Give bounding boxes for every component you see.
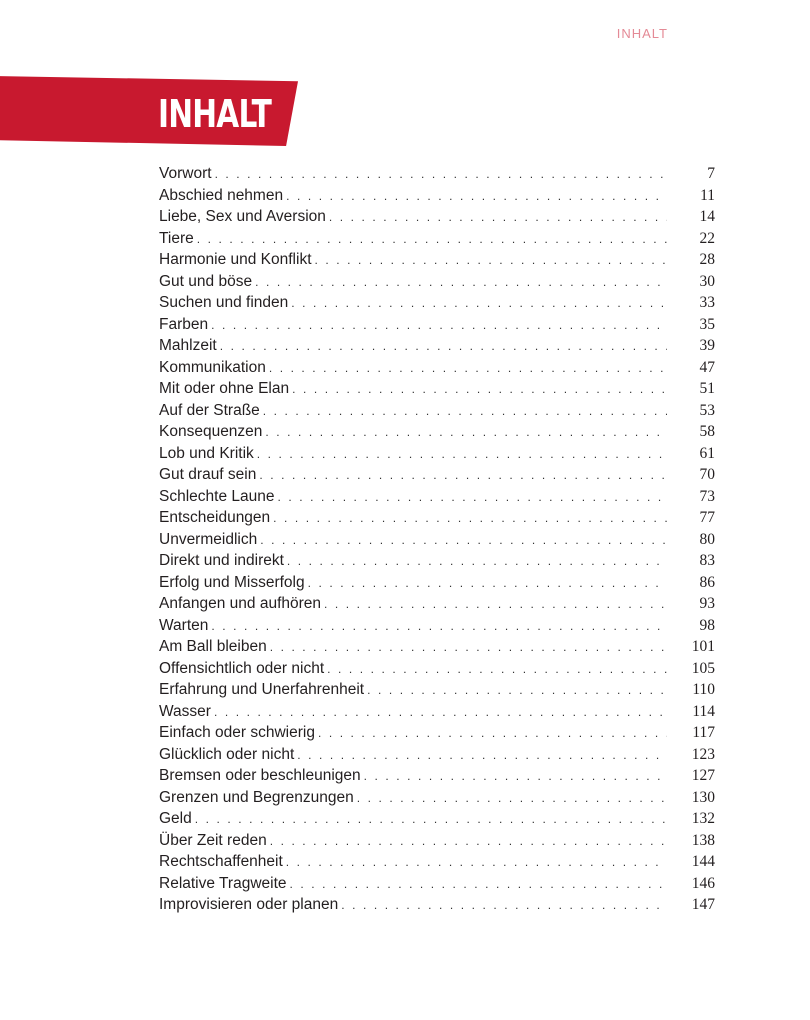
toc-entry-label: Einfach oder schwierig	[159, 724, 315, 741]
toc-entry-page: 110	[692, 681, 715, 698]
toc-entry-label: Wasser	[159, 702, 211, 720]
toc-entry	[159, 894, 715, 916]
toc-entry	[159, 679, 715, 701]
toc-entry-page: 14	[699, 208, 715, 225]
toc-entry-page: 86	[699, 573, 715, 591]
toc-entry	[159, 507, 715, 529]
toc-entry-label: Bremsen oder beschleunigen	[159, 767, 361, 784]
toc-entry	[159, 701, 715, 723]
toc-entry-label: Auf der Straße	[159, 401, 260, 419]
toc-dot-leader	[273, 508, 667, 530]
toc-entry-page: 58	[699, 423, 715, 440]
running-head: INHALT	[616, 26, 668, 41]
toc-entry-label: Farben	[159, 315, 209, 333]
toc-entry-page: 144	[691, 853, 715, 870]
toc-entry	[159, 572, 715, 594]
toc-entry-page: 11	[700, 186, 715, 204]
toc-entry	[159, 765, 715, 787]
toc-entry-label: Am Ball bleiben	[159, 638, 267, 655]
toc-dot-leader	[329, 207, 667, 229]
toc-entry-page: 80	[699, 530, 715, 548]
toc-entry-label: Entscheidungen	[159, 509, 271, 526]
table-of-contents	[159, 163, 715, 916]
toc-dot-leader	[270, 831, 667, 853]
toc-dot-leader	[357, 788, 667, 810]
toc-entry-label: Improvisieren oder planen	[159, 896, 339, 913]
toc-entry	[159, 593, 715, 615]
toc-entry-label: Offensichtlich oder nicht	[159, 659, 325, 677]
toc-entry-page: 7	[707, 165, 715, 182]
toc-dot-leader	[257, 444, 667, 466]
toc-dot-leader	[291, 293, 667, 315]
toc-entry-page: 132	[691, 810, 715, 827]
toc-entry-label: Geld	[159, 810, 192, 827]
toc-entry-label: Konsequenzen	[159, 423, 263, 440]
toc-dot-leader	[308, 573, 667, 595]
toc-entry-page: 98	[699, 616, 715, 634]
toc-entry-label: Rechtschaffenheit	[159, 853, 283, 870]
toc-entry-label: Grenzen und Begrenzungen	[159, 788, 354, 806]
toc-dot-leader	[364, 766, 667, 788]
toc-entry-page: 73	[699, 487, 715, 505]
toc-entry	[159, 185, 715, 207]
toc-entry-page: 117	[692, 724, 715, 741]
toc-dot-leader	[255, 272, 667, 294]
toc-entry-page: 53	[699, 401, 715, 419]
toc-entry	[159, 400, 715, 422]
toc-entry-page: 127	[691, 767, 715, 784]
toc-entry-page: 83	[699, 552, 715, 569]
toc-entry-page: 22	[699, 229, 715, 247]
toc-entry-label: Relative Tragweite	[159, 874, 287, 892]
toc-entry-label: Suchen und finden	[159, 294, 289, 311]
toc-dot-leader	[259, 465, 667, 487]
toc-entry	[159, 636, 715, 658]
toc-dot-leader	[260, 530, 667, 552]
toc-entry-page: 138	[691, 831, 715, 849]
toc-entry-label: Über Zeit reden	[159, 831, 267, 849]
toc-entry-label: Kommunikation	[159, 358, 266, 376]
toc-entry-page: 70	[699, 466, 715, 483]
toc-dot-leader	[220, 336, 667, 358]
toc-dot-leader	[315, 250, 668, 272]
toc-dot-leader	[324, 594, 667, 616]
toc-dot-leader	[270, 637, 667, 659]
toc-entry	[159, 658, 715, 680]
toc-entry	[159, 335, 715, 357]
toc-entry-page: 93	[699, 595, 715, 612]
toc-entry-label: Anfangen und aufhören	[159, 595, 322, 612]
toc-entry-label: Erfolg und Misserfolg	[159, 573, 305, 591]
toc-entry	[159, 464, 715, 486]
toc-dot-leader	[263, 401, 667, 423]
toc-entry-label: Liebe, Sex und Aversion	[159, 208, 326, 225]
toc-dot-leader	[214, 702, 667, 724]
toc-entry	[159, 808, 715, 830]
toc-entry-page: 114	[692, 702, 715, 720]
toc-entry-page: 33	[699, 294, 715, 311]
toc-dot-leader	[215, 164, 667, 186]
toc-dot-leader	[195, 809, 667, 831]
toc-entry-page: 147	[691, 896, 715, 913]
toc-entry-page: 28	[699, 251, 715, 268]
toc-entry-page: 123	[691, 745, 715, 763]
toc-dot-leader	[277, 487, 667, 509]
toc-dot-leader	[265, 422, 667, 444]
toc-dot-leader	[327, 659, 667, 681]
toc-dot-leader	[286, 186, 667, 208]
toc-entry-label: Gut und böse	[159, 272, 253, 290]
toc-dot-leader	[367, 680, 667, 702]
toc-entry-page: 51	[699, 380, 715, 397]
toc-entry	[159, 249, 715, 271]
toc-entry-label: Erfahrung und Unerfahrenheit	[159, 681, 365, 698]
toc-entry-label: Vorwort	[159, 165, 212, 182]
toc-entry	[159, 722, 715, 744]
toc-entry	[159, 314, 715, 336]
toc-dot-leader	[287, 551, 667, 573]
toc-dot-leader	[318, 723, 667, 745]
toc-entry	[159, 550, 715, 572]
toc-entry-label: Glücklich oder nicht	[159, 745, 295, 763]
toc-entry	[159, 163, 715, 185]
toc-entry-label: Tiere	[159, 229, 194, 247]
toc-entry-label: Warten	[159, 616, 209, 634]
toc-entry	[159, 830, 715, 852]
page-title: INHALT	[158, 92, 272, 136]
toc-entry	[159, 851, 715, 873]
toc-entry-page: 101	[691, 638, 715, 655]
toc-entry	[159, 292, 715, 314]
toc-dot-leader	[197, 229, 667, 251]
toc-dot-leader	[211, 315, 667, 337]
toc-entry-label: Abschied nehmen	[159, 186, 284, 204]
toc-entry	[159, 873, 715, 895]
toc-entry-label: Mit oder ohne Elan	[159, 380, 290, 397]
toc-entry-label: Harmonie und Konflikt	[159, 251, 312, 268]
toc-entry-page: 30	[699, 272, 715, 290]
toc-entry-page: 39	[699, 337, 715, 354]
toc-entry-label: Direkt und indirekt	[159, 552, 284, 569]
toc-dot-leader	[341, 895, 667, 917]
toc-entry	[159, 787, 715, 809]
toc-entry	[159, 529, 715, 551]
toc-entry-page: 146	[691, 874, 715, 892]
toc-entry-label: Gut drauf sein	[159, 466, 257, 483]
toc-entry	[159, 615, 715, 637]
toc-entry-page: 130	[691, 788, 715, 806]
toc-entry	[159, 744, 715, 766]
toc-entry-page: 77	[699, 509, 715, 526]
toc-entry-label: Lob und Kritik	[159, 444, 254, 462]
toc-entry	[159, 271, 715, 293]
toc-entry	[159, 228, 715, 250]
toc-entry	[159, 486, 715, 508]
toc-dot-leader	[211, 616, 667, 638]
toc-entry-page: 61	[699, 444, 715, 462]
toc-entry-label: Mahlzeit	[159, 337, 217, 354]
toc-entry-label: Unvermeidlich	[159, 530, 258, 548]
toc-entry	[159, 443, 715, 465]
toc-dot-leader	[269, 358, 667, 380]
toc-entry-page: 35	[699, 315, 715, 333]
toc-entry-label: Schlechte Laune	[159, 487, 275, 505]
toc-entry	[159, 357, 715, 379]
toc-entry-page: 105	[691, 659, 715, 677]
toc-dot-leader	[290, 874, 667, 896]
toc-entry	[159, 378, 715, 400]
toc-entry	[159, 206, 715, 228]
toc-dot-leader	[286, 852, 667, 874]
toc-entry	[159, 421, 715, 443]
toc-dot-leader	[297, 745, 667, 767]
toc-dot-leader	[292, 379, 667, 401]
toc-entry-page: 47	[699, 358, 715, 376]
